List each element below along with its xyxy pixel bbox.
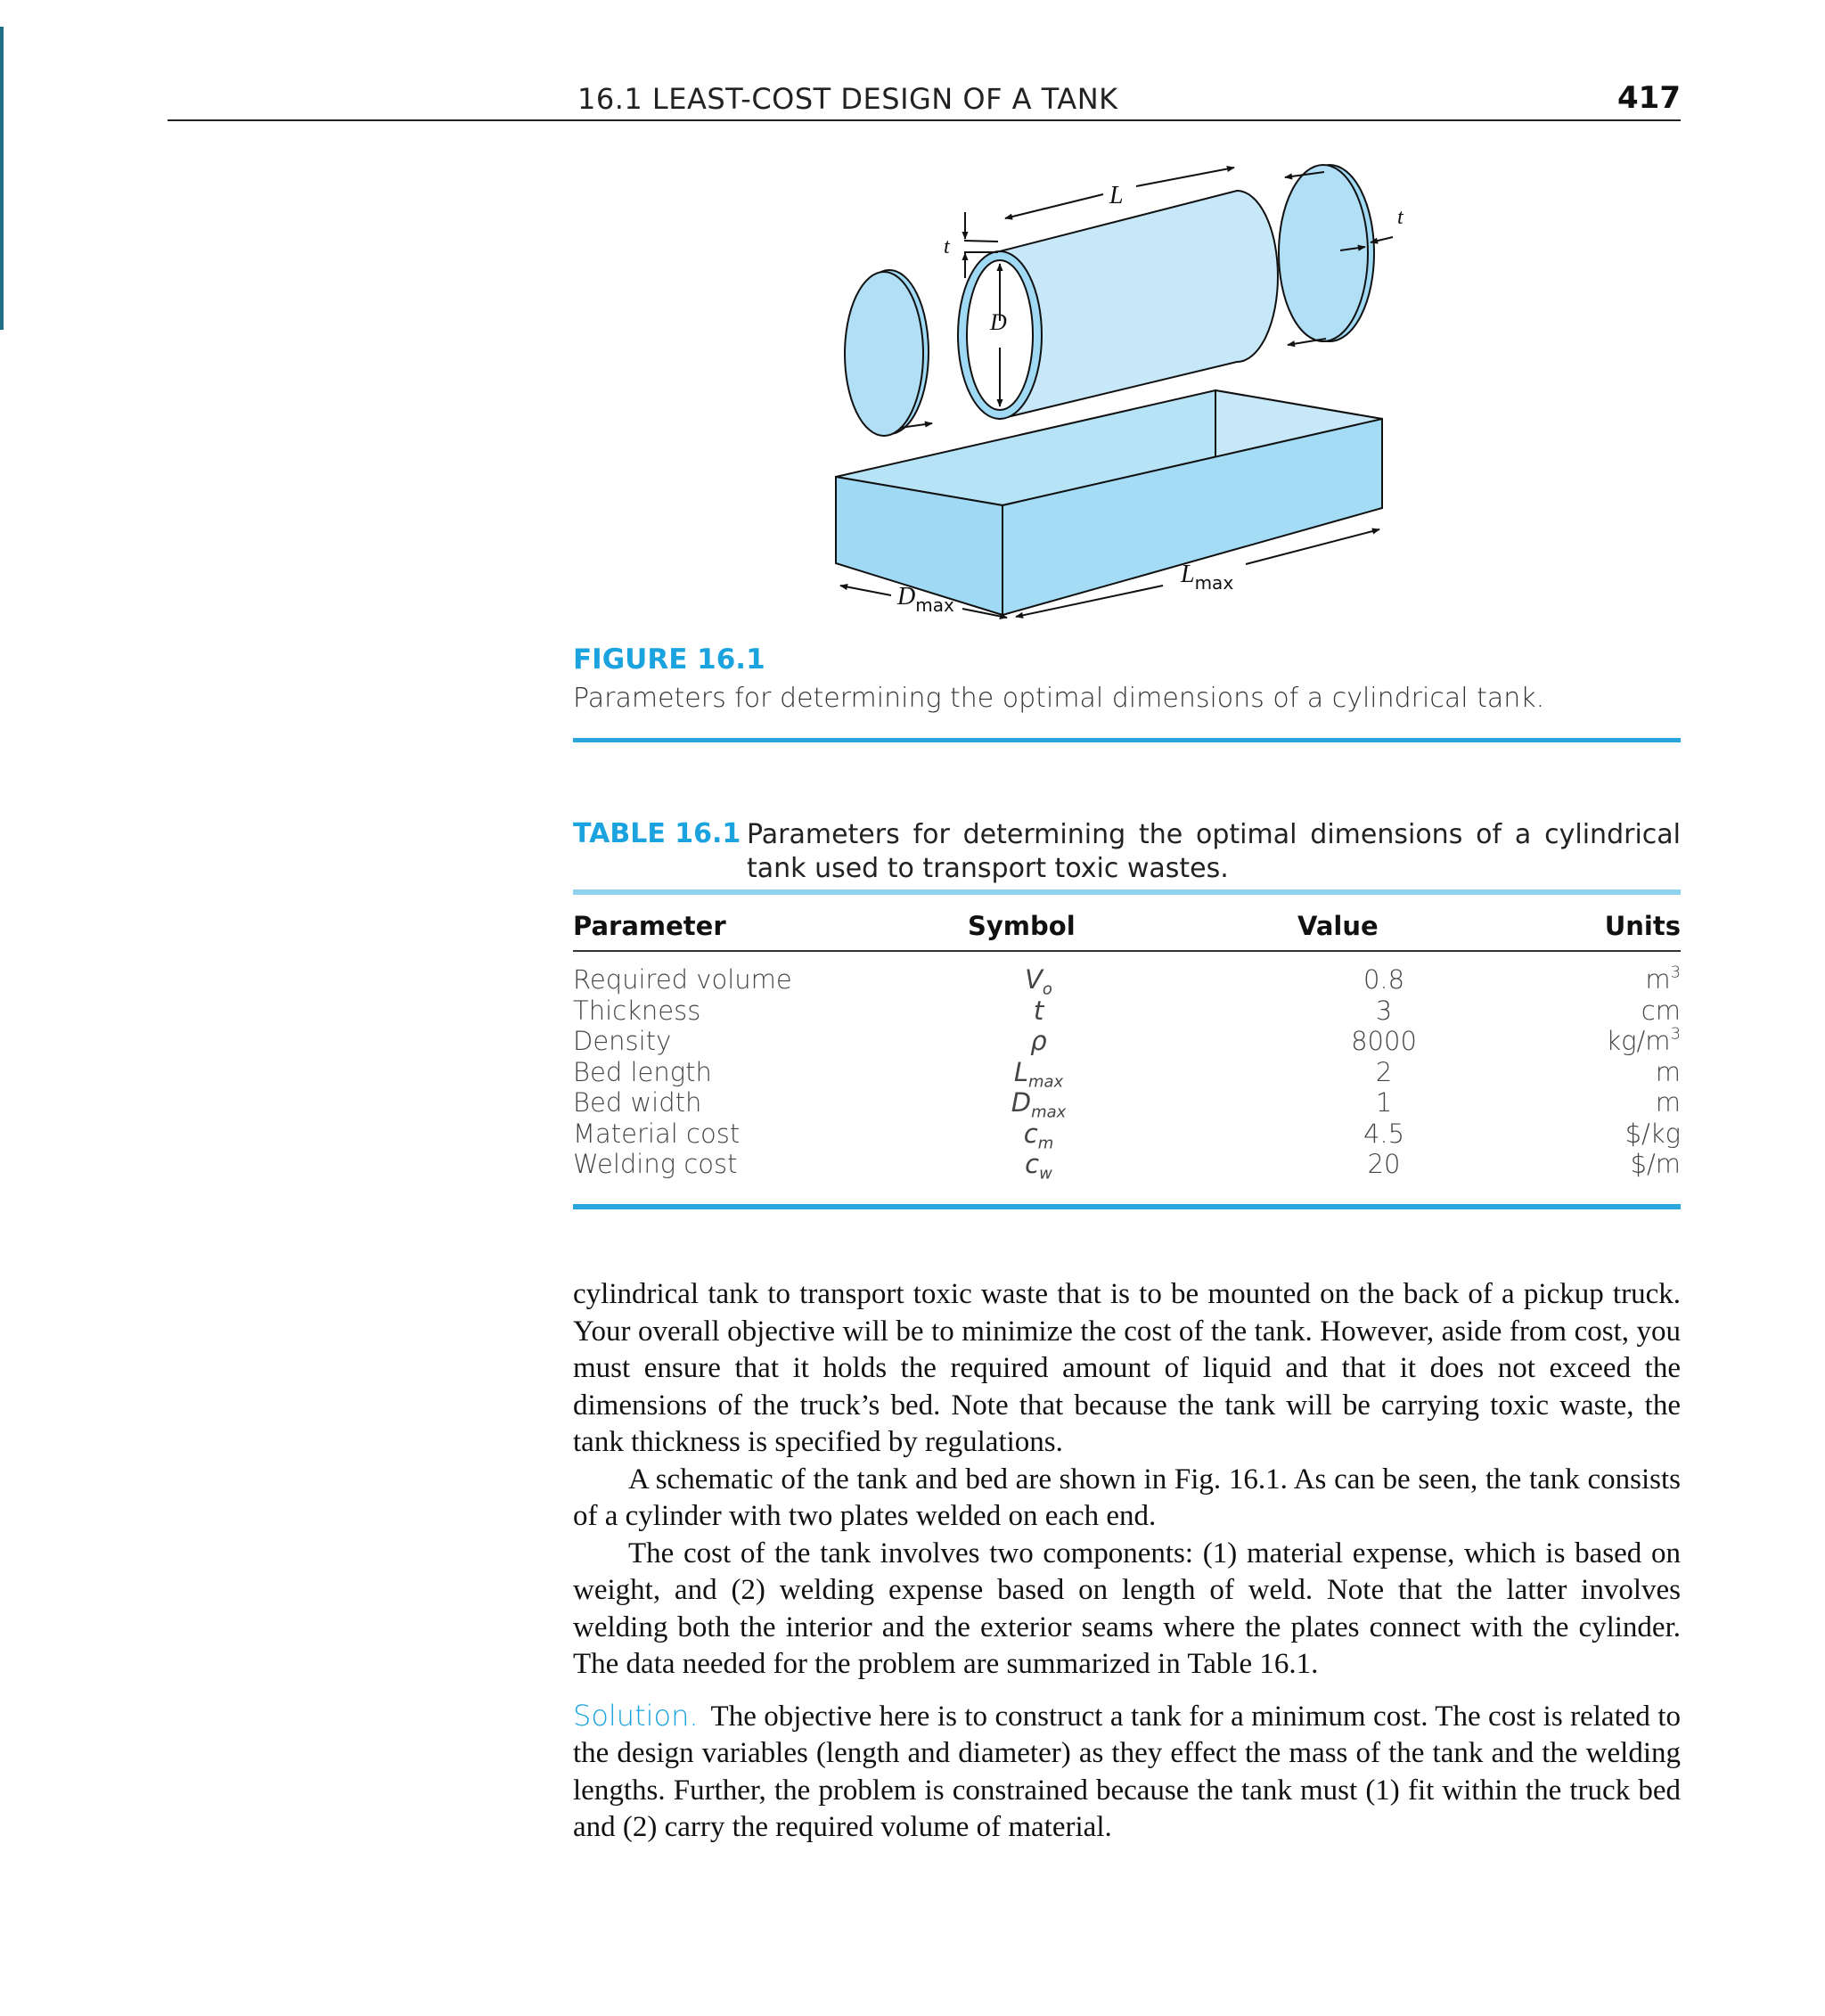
column-header-parameter: Parameter <box>573 911 726 941</box>
cell-parameter: Bed width <box>573 1087 702 1118</box>
table-row <box>573 1087 1681 1122</box>
table-row <box>573 1149 1681 1184</box>
cell-symbol <box>996 1118 1081 1152</box>
label-bed-length-base: L <box>1181 561 1195 588</box>
cell-units <box>1574 964 1681 995</box>
symbol-base: t <box>1033 995 1044 1026</box>
table-top-rule <box>573 889 1681 895</box>
symbol-subscript: m <box>1037 1133 1054 1152</box>
symbol-base: L <box>1013 1056 1028 1087</box>
cell-value: 0.8 <box>1363 964 1405 995</box>
table-label: TABLE 16.1 <box>573 818 741 849</box>
table-caption: Parameters for determining the optimal dimensions of a cylindrical tank used to transport toxic wastes. <box>747 819 1681 884</box>
cell-value: 2 <box>1375 1056 1393 1087</box>
cell-units <box>1574 1149 1681 1179</box>
cell-parameter: Welding cost <box>573 1149 738 1179</box>
symbol-subscript: o <box>1042 979 1052 999</box>
cylinder-body <box>1000 191 1278 419</box>
units-superscript: 3 <box>1670 1024 1681 1044</box>
units-base: cm <box>1641 995 1681 1026</box>
symbol-base: V <box>1025 964 1043 995</box>
column-header-units: Units <box>1604 911 1681 941</box>
symbol-base: c <box>1025 1149 1040 1179</box>
label-bed-length-sub: max <box>1194 572 1234 594</box>
body-text <box>573 1276 1681 1847</box>
cell-units <box>1574 1087 1681 1118</box>
cell-symbol <box>996 964 1081 999</box>
cell-value: 4.5 <box>1363 1118 1405 1149</box>
right-end-plate <box>1279 165 1374 341</box>
tank-cylinder <box>958 191 1278 419</box>
cell-units <box>1574 1119 1681 1149</box>
symbol-base: c <box>1023 1118 1038 1149</box>
paragraph: A schematic of the tank and bed are shown in Fig. 16.1. As can be seen, the tank consists of a cylinder with two plates welded on each end. <box>573 1463 1681 1532</box>
cell-parameter: Required volume <box>573 964 792 995</box>
units-base: m <box>1645 964 1671 995</box>
paragraph: cylindrical tank to transport toxic waste that is to be mounted on the back of a pickup truck. Your overall objective will be to minimize the cost of the tank. However, aside from cost, you must ensure that it holds the required amount of liquid and that it does not exceed the dimensions of the truck’s bed. Note that because the tank will be carrying toxic waste, the tank thickness is specified by regulations. <box>573 1278 1681 1458</box>
figure-divider <box>573 738 1681 742</box>
length-dim-arrow-right <box>1136 168 1234 186</box>
cell-parameter: Bed length <box>573 1056 712 1087</box>
cell-value: 1 <box>1375 1087 1393 1118</box>
table-header-row <box>573 907 1681 952</box>
cell-symbol <box>996 1056 1081 1091</box>
symbol-subscript: max <box>1031 1102 1067 1122</box>
cell-symbol <box>996 1149 1081 1184</box>
paragraph: The cost of the tank involves two components: (1) material expense, which is based on weight, and (2) welding expense based on length of weld. Note that the latter involves welding both the interior and the exterior seams where the plates connect with the cylinder. The data needed for the problem are summarized in Table 16.1. <box>573 1537 1681 1680</box>
label-bed-length <box>1180 561 1233 594</box>
units-base: $/m <box>1630 1149 1681 1179</box>
units-base: kg/m <box>1606 1026 1671 1056</box>
figure-label: FIGURE 16.1 <box>573 643 765 676</box>
label-diameter: D <box>990 309 1007 335</box>
table-row <box>573 963 1681 999</box>
cell-value: 20 <box>1367 1149 1401 1179</box>
figure-caption: Parameters for determining the optimal dimensions of a cylindrical tank. <box>573 683 1545 714</box>
running-head-title: 16.1 LEAST-COST DESIGN OF A TANK <box>577 82 1118 116</box>
label-bed-width-sub: max <box>915 594 954 616</box>
column-header-value: Value <box>1297 911 1379 941</box>
cell-units <box>1574 996 1681 1026</box>
symbol-subscript: max <box>1028 1071 1064 1091</box>
units-superscript: 3 <box>1670 963 1681 982</box>
thickness-leader <box>964 241 998 242</box>
left-end-plate <box>845 270 929 436</box>
cell-value: 8000 <box>1351 1026 1417 1056</box>
table-row <box>573 1119 1681 1150</box>
cell-parameter: Density <box>573 1026 672 1056</box>
cell-symbol <box>996 996 1081 1026</box>
units-base: $/kg <box>1624 1118 1681 1149</box>
cell-symbol <box>996 1026 1081 1056</box>
units-base: m <box>1655 1056 1681 1087</box>
page-number: 417 <box>1617 80 1681 116</box>
label-length: L <box>1109 182 1124 209</box>
cell-units <box>1574 1057 1681 1087</box>
tank-schematic-figure <box>0 0 1825 642</box>
units-base: m <box>1655 1087 1681 1118</box>
cell-parameter: Material cost <box>573 1118 741 1149</box>
column-header-symbol: Symbol <box>968 911 1076 941</box>
cell-units <box>1574 1026 1681 1056</box>
label-thickness-top: t <box>944 235 950 258</box>
cell-parameter: Thickness <box>573 995 701 1026</box>
label-thickness-plate: t <box>1397 206 1404 229</box>
cell-symbol <box>996 1087 1081 1122</box>
length-dim-arrow-left <box>1005 194 1103 218</box>
table-row <box>573 996 1681 1027</box>
table-bottom-rule <box>573 1204 1681 1209</box>
solution-text: The objective here is to construct a tank for a minimum cost. The cost is related to the design variables (length and diameter) as they effect the mass of the tank and the welding lengths. Further, the problem is constrained because the tank must (1) fit within the truck bed and (2) carry the required volume of material. <box>573 1700 1681 1843</box>
symbol-base: D <box>1011 1087 1032 1118</box>
parameter-table-body <box>573 963 1681 1184</box>
table-row <box>573 1026 1681 1057</box>
symbol-subscript: w <box>1039 1164 1052 1184</box>
solution-paragraph <box>573 1698 1681 1847</box>
bed-width-arrow-left <box>840 586 891 595</box>
cell-value: 3 <box>1375 995 1393 1026</box>
table-row <box>573 1056 1681 1091</box>
label-bed-width-base: D <box>897 583 916 611</box>
truck-bed <box>836 390 1382 615</box>
symbol-base: ρ <box>1030 1026 1047 1056</box>
solution-label: Solution. <box>573 1698 699 1733</box>
